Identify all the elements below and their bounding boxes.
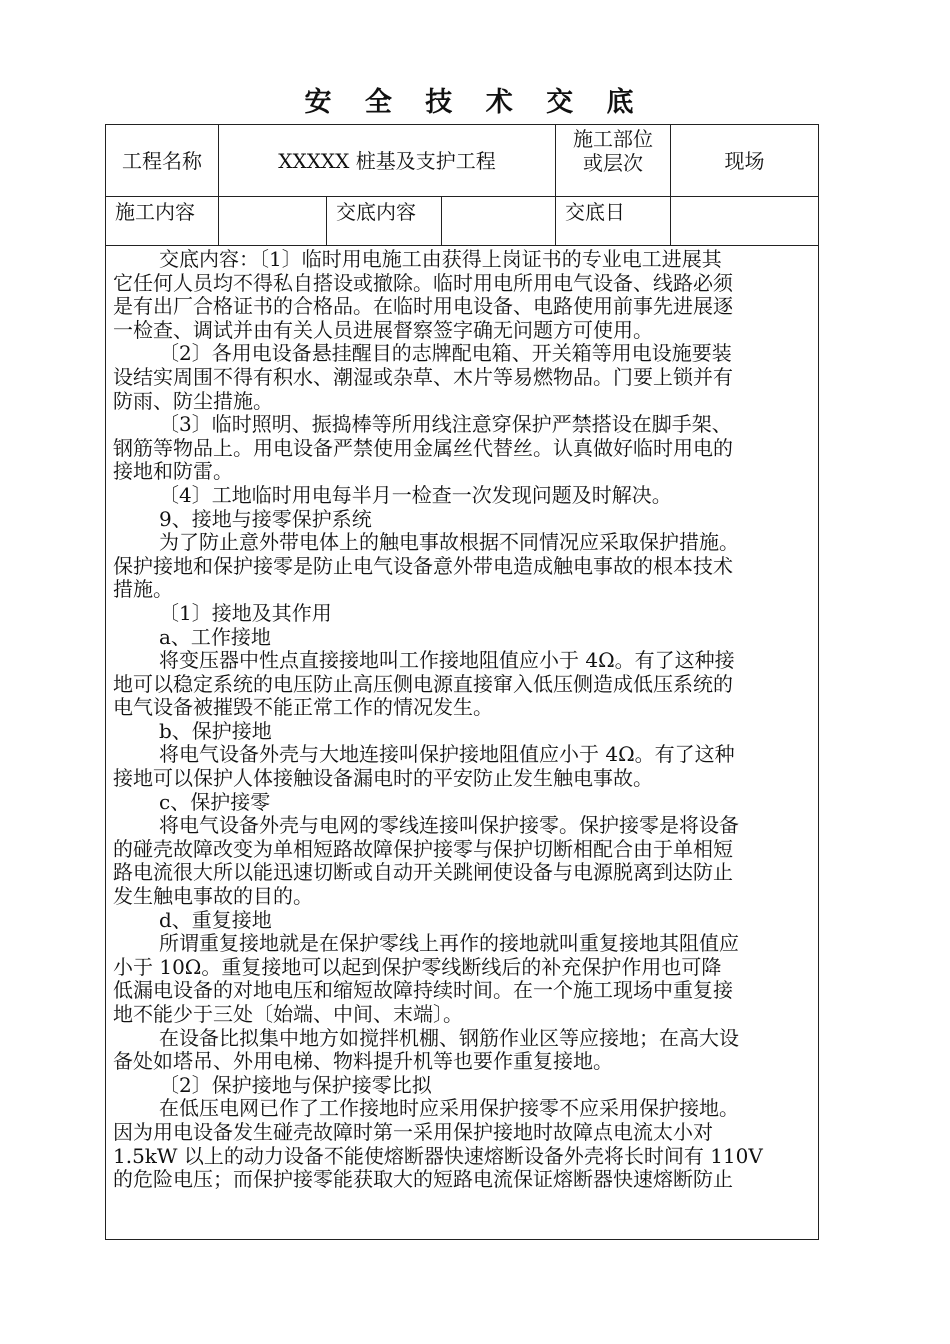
body-line: 1.5kW 以上的动力设备不能使熔断器快速熔断设备外壳将长时间有 110V [113,1143,763,1168]
location-value: 现场 [724,149,765,173]
column-divider [218,124,219,246]
body-line: 发生触电事故的目的。 [113,884,313,909]
briefing-content-label: 交底内容 [336,200,416,224]
body-line: 钢筋等物品上。用电设备严禁使用金属丝代替丝。认真做好临时用电的 [113,435,733,460]
body-line: 〔4〕工地临时用电每半月一检查一次发现问题及时解决。 [159,482,672,507]
body-line: 路电流很大所以能迅速切断或自动开关跳闸使设备与电源脱离到达防止 [113,860,733,885]
body-line: 将电气设备外壳与大地连接叫保护接地阻值应小于 4Ω。有了这种 [159,742,735,767]
body-line: 交底内容：〔1〕临时用电施工由获得上岗证书的专业电工进展其 [159,247,722,271]
body-line: 设结实周围不得有积水、潮湿或杂草、木片等易燃物品。门要上锁并有 [113,364,733,389]
body-line: 〔2〕保护接地与保护接零比拟 [159,1072,432,1097]
body-line: 将电气设备外壳与电网的零线连接叫保护接零。保护接零是将设备 [159,813,739,838]
body-line: 所谓重复接地就是在保护零线上再作的接地就叫重复接地其阻值应 [159,931,739,956]
body-line: 电气设备被摧毁不能正常工作的情况发生。 [113,695,493,720]
body-line: 在设备比拟集中地方如搅拌机棚、钢筋作业区等应接地；在高大设 [159,1025,739,1050]
body-line: 它任何人员均不得私自搭设或撤除。临时用电所用电气设备、线路必须 [113,270,733,295]
body-line: 9、接地与接零保护系统 [159,506,372,531]
body-line: c、保护接零 [159,789,271,814]
body-line: 因为用电设备发生碰壳故障时第一采用保护接地时故障点电流太小对 [113,1119,713,1144]
body-line: 接地和防雷。 [113,459,233,484]
body-line: d、重复接地 [159,907,272,932]
body-line: 地可以稳定系统的电压防止高压侧电源直接窜入低压侧造成低压系统的 [113,671,733,696]
project-name-label: 工程名称 [122,149,202,173]
column-divider [441,196,442,246]
work-content-label: 施工内容 [115,200,195,224]
body-line: 备处如塔吊、外用电梯、物料提升机等也要作重复接地。 [113,1049,613,1074]
body-line: 地不能少于三处〔始端、中间、末端〕。 [113,1002,463,1026]
body-line: 在低压电网已作了工作接地时应采用保护接零不应采用保护接地。 [159,1096,739,1121]
document-title: 安 全 技 术 交 底 [304,87,646,118]
body-line: 低漏电设备的对地电压和缩短故障持续时间。在一个施工现场中重复接 [113,978,733,1003]
column-divider [326,196,327,246]
body-line: 小于 10Ω。重复接地可以起到保护零线断线后的补充保护作用也可降 [113,954,722,979]
body-line: 为了防止意外带电体上的触电事故根据不同情况应采取保护措施。 [159,530,739,555]
body-line: 防雨、防尘措施。 [113,388,273,413]
body-line: 〔2〕各用电设备悬挂醒目的志牌配电箱、开关箱等用电设施要装 [159,341,732,366]
body-line: 保护接地和保护接零是防止电气设备意外带电造成触电事故的根本技术 [113,553,733,578]
location-label-line2: 或层次 [583,151,643,175]
briefing-date-label: 交底日 [565,200,625,224]
body-line: 一检查、调试并由有关人员进展督察签字确无问题方可使用。 [113,317,653,342]
row-divider [105,196,819,197]
row-divider [105,245,819,246]
briefing-body [113,248,811,1192]
body-line: 措施。 [113,577,173,602]
body-line: 的危险电压；而保护接零能获取大的短路电流保证熔断器快速熔断防止 [113,1167,733,1192]
project-name-value: XXXXX 桩基及支护工程 [278,149,496,173]
body-line: 〔3〕临时照明、振捣棒等所用线注意穿保护严禁搭设在脚手架、 [159,412,732,437]
body-line: a、工作接地 [159,624,271,649]
body-line: 的碰壳故障改变为单相短路故障保护接零与保护切断相配合由于单相短 [113,836,733,861]
body-line: 是有出厂合格证书的合格品。在临时用电设备、电路使用前事先进展逐 [113,294,733,319]
location-label-line1: 施工部位 [573,127,653,151]
body-line: 〔1〕接地及其作用 [159,600,332,625]
body-line: 接地可以保护人体接触设备漏电时的平安防止发生触电事故。 [113,766,653,791]
body-line: 将变压器中性点直接接地叫工作接地阻值应小于 4Ω。有了这种接 [159,648,735,673]
body-line: b、保护接地 [159,718,272,743]
